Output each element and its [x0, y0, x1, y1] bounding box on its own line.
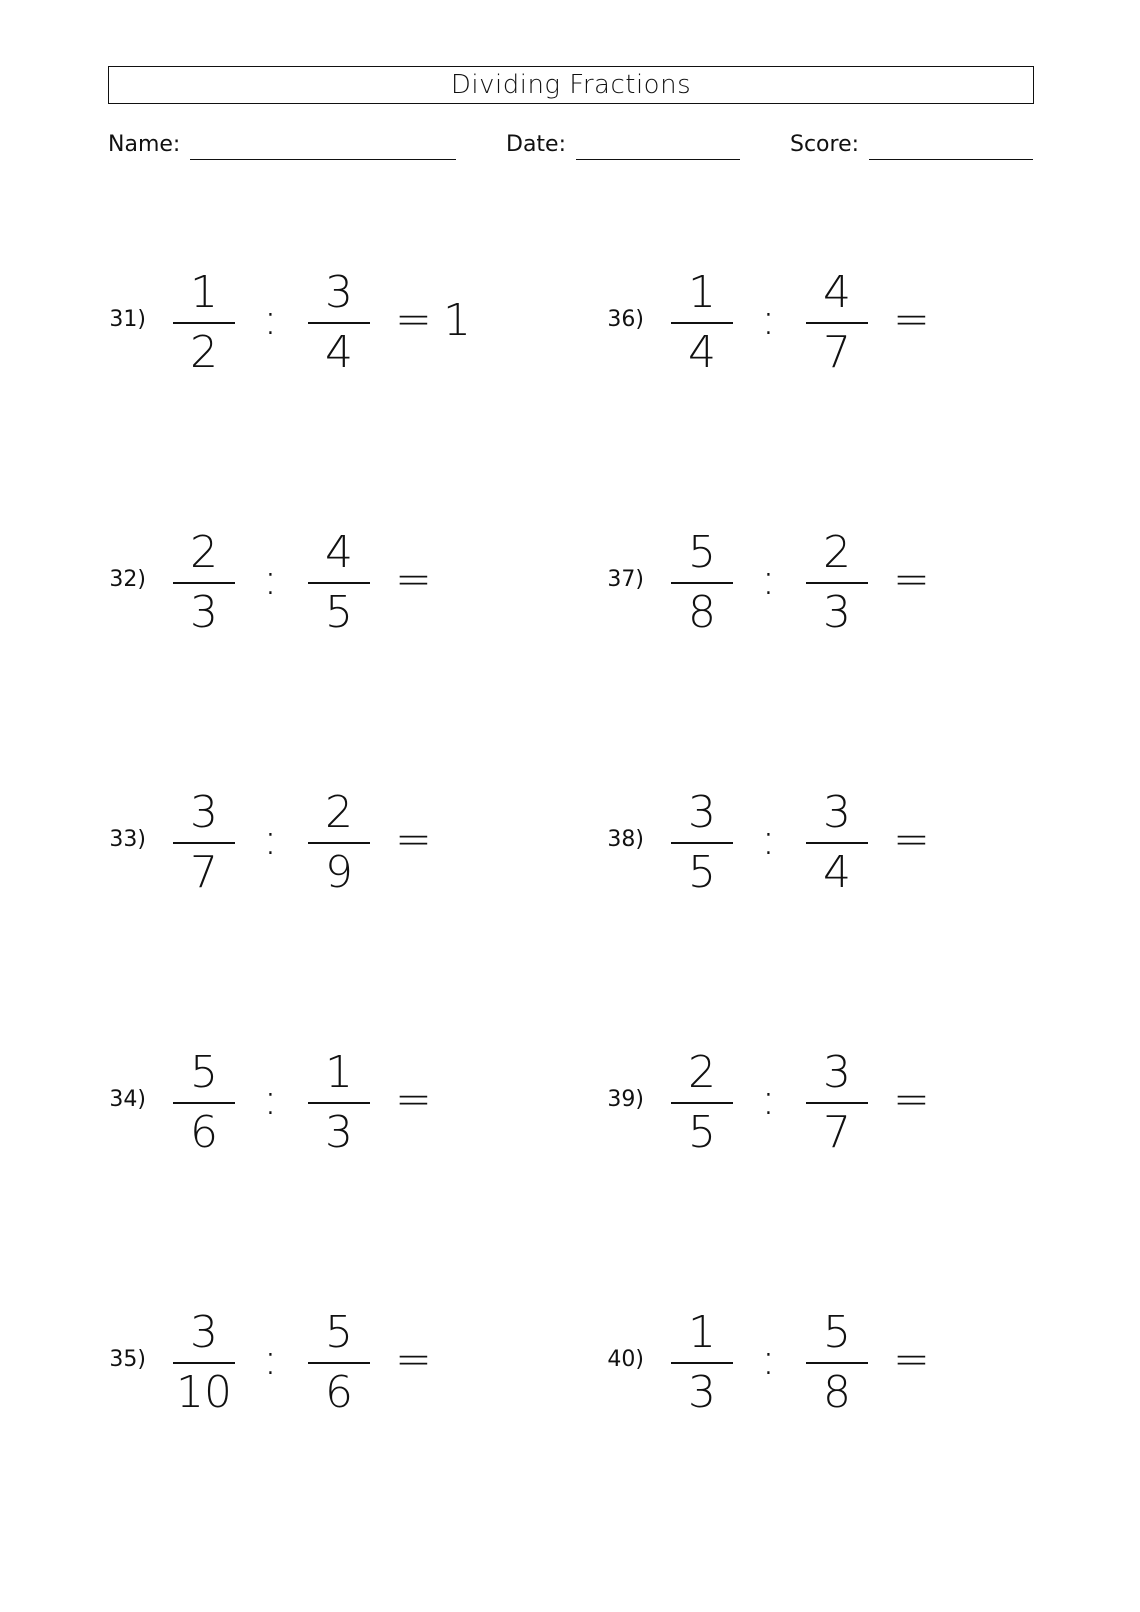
fraction-bar [806, 842, 868, 844]
division-sign: : [761, 554, 776, 605]
dividend-denominator: 4 [688, 327, 716, 378]
name-blank-line[interactable] [190, 135, 456, 160]
dividend-fraction [671, 268, 733, 378]
fraction-bar [806, 322, 868, 324]
equals-sign: = [395, 1074, 432, 1125]
fraction-bar [308, 842, 370, 844]
divisor-fraction [308, 528, 370, 638]
divisor-numerator: 5 [823, 1307, 851, 1358]
dividend-numerator: 1 [688, 267, 716, 318]
divisor-fraction [806, 1048, 868, 1158]
divisor-numerator: 4 [325, 527, 353, 578]
divisor-numerator: 5 [325, 1307, 353, 1358]
dividend-fraction [173, 528, 235, 638]
problem-number: 38) [607, 827, 644, 852]
fraction-bar [308, 582, 370, 584]
problem-number: 31) [109, 307, 146, 332]
dividend-numerator: 2 [190, 527, 218, 578]
name-label: Name: [108, 132, 181, 157]
divisor-numerator: 4 [823, 267, 851, 318]
divisor-numerator: 1 [325, 1047, 353, 1098]
date-label: Date: [506, 132, 566, 157]
problem-number: 34) [109, 1087, 146, 1112]
divisor-fraction [806, 268, 868, 378]
dividend-fraction [671, 528, 733, 638]
problem-number: 40) [607, 1347, 644, 1372]
divisor-numerator: 3 [823, 787, 851, 838]
dividend-denominator: 2 [190, 327, 218, 378]
divisor-denominator: 6 [325, 1367, 353, 1418]
dividend-denominator: 7 [190, 847, 218, 898]
division-sign: : [263, 1334, 278, 1385]
dividend-numerator: 3 [688, 787, 716, 838]
divisor-numerator: 3 [823, 1047, 851, 1098]
problem-item [100, 1308, 550, 1418]
fraction-bar [671, 322, 733, 324]
dividend-numerator: 3 [190, 787, 218, 838]
divisor-numerator: 2 [325, 787, 353, 838]
equals-sign: = [395, 554, 432, 605]
fraction-bar [671, 1362, 733, 1364]
equals-sign: = [893, 1334, 930, 1385]
problem-item [100, 528, 550, 638]
problem-item [100, 1048, 550, 1158]
divisor-denominator: 4 [325, 327, 353, 378]
divisor-denominator: 3 [823, 587, 851, 638]
problem-number: 33) [109, 827, 146, 852]
dividend-denominator: 8 [688, 587, 716, 638]
fraction-bar [671, 1102, 733, 1104]
equals-sign: = [893, 814, 930, 865]
fraction-bar [173, 1102, 235, 1104]
dividend-denominator: 5 [688, 847, 716, 898]
problem-number: 37) [607, 567, 644, 592]
division-sign: : [761, 814, 776, 865]
fraction-bar [308, 1102, 370, 1104]
dividend-denominator: 10 [176, 1367, 232, 1418]
problem-number: 32) [109, 567, 146, 592]
divisor-denominator: 9 [325, 847, 353, 898]
divisor-denominator: 7 [823, 1107, 851, 1158]
dividend-fraction [173, 1048, 235, 1158]
answer-field[interactable]: 1 [443, 295, 471, 346]
dividend-denominator: 3 [688, 1367, 716, 1418]
fraction-bar [671, 582, 733, 584]
date-field[interactable] [506, 130, 740, 160]
equals-sign: = [893, 554, 930, 605]
dividend-fraction [173, 268, 235, 378]
dividend-numerator: 3 [190, 1307, 218, 1358]
division-sign: : [761, 1334, 776, 1385]
divisor-denominator: 3 [325, 1107, 353, 1158]
score-blank-line[interactable] [869, 135, 1033, 160]
dividend-denominator: 3 [190, 587, 218, 638]
problem-item [598, 1048, 1048, 1158]
equals-sign: = [395, 814, 432, 865]
dividend-numerator: 1 [190, 267, 218, 318]
fraction-bar [806, 1362, 868, 1364]
fraction-bar [308, 1362, 370, 1364]
divisor-denominator: 7 [823, 327, 851, 378]
division-sign: : [263, 554, 278, 605]
divisor-denominator: 5 [325, 587, 353, 638]
problem-number: 39) [607, 1087, 644, 1112]
equals-sign: = [893, 294, 930, 345]
divisor-fraction [806, 1308, 868, 1418]
fraction-bar [173, 582, 235, 584]
dividend-numerator: 5 [688, 527, 716, 578]
fraction-bar [173, 322, 235, 324]
worksheet-title: Dividing Fractions [108, 66, 1034, 104]
divisor-fraction [308, 1308, 370, 1418]
score-field[interactable] [790, 130, 1033, 160]
dividend-denominator: 5 [688, 1107, 716, 1158]
fraction-bar [173, 842, 235, 844]
divisor-denominator: 8 [823, 1367, 851, 1418]
division-sign: : [761, 1074, 776, 1125]
divisor-fraction [806, 788, 868, 898]
dividend-fraction [671, 1048, 733, 1158]
name-field[interactable] [108, 130, 456, 160]
equals-sign: = [395, 1334, 432, 1385]
division-sign: : [263, 294, 278, 345]
divisor-fraction [308, 788, 370, 898]
dividend-numerator: 2 [688, 1047, 716, 1098]
fraction-bar [173, 1362, 235, 1364]
dividend-numerator: 5 [190, 1047, 218, 1098]
score-label: Score: [790, 132, 860, 157]
divisor-fraction [308, 268, 370, 378]
dividend-fraction [173, 1308, 235, 1418]
division-sign: : [761, 294, 776, 345]
dividend-denominator: 6 [190, 1107, 218, 1158]
fraction-bar [308, 322, 370, 324]
equals-sign: = [395, 294, 432, 345]
divisor-denominator: 4 [823, 847, 851, 898]
division-sign: : [263, 814, 278, 865]
problem-item [100, 788, 550, 898]
divisor-fraction [806, 528, 868, 638]
fraction-bar [806, 582, 868, 584]
problem-number: 36) [607, 307, 644, 332]
divisor-fraction [308, 1048, 370, 1158]
division-sign: : [263, 1074, 278, 1125]
divisor-numerator: 3 [325, 267, 353, 318]
problem-item [598, 1308, 1048, 1418]
divisor-numerator: 2 [823, 527, 851, 578]
fraction-bar [671, 842, 733, 844]
problem-number: 35) [109, 1347, 146, 1372]
equals-sign: = [893, 1074, 930, 1125]
date-blank-line[interactable] [576, 135, 740, 160]
problem-item [598, 268, 1048, 378]
dividend-fraction [671, 1308, 733, 1418]
problem-item [598, 788, 1048, 898]
dividend-fraction [173, 788, 235, 898]
problem-item [598, 528, 1048, 638]
fraction-bar [806, 1102, 868, 1104]
problem-item [100, 268, 550, 378]
dividend-fraction [671, 788, 733, 898]
dividend-numerator: 1 [688, 1307, 716, 1358]
